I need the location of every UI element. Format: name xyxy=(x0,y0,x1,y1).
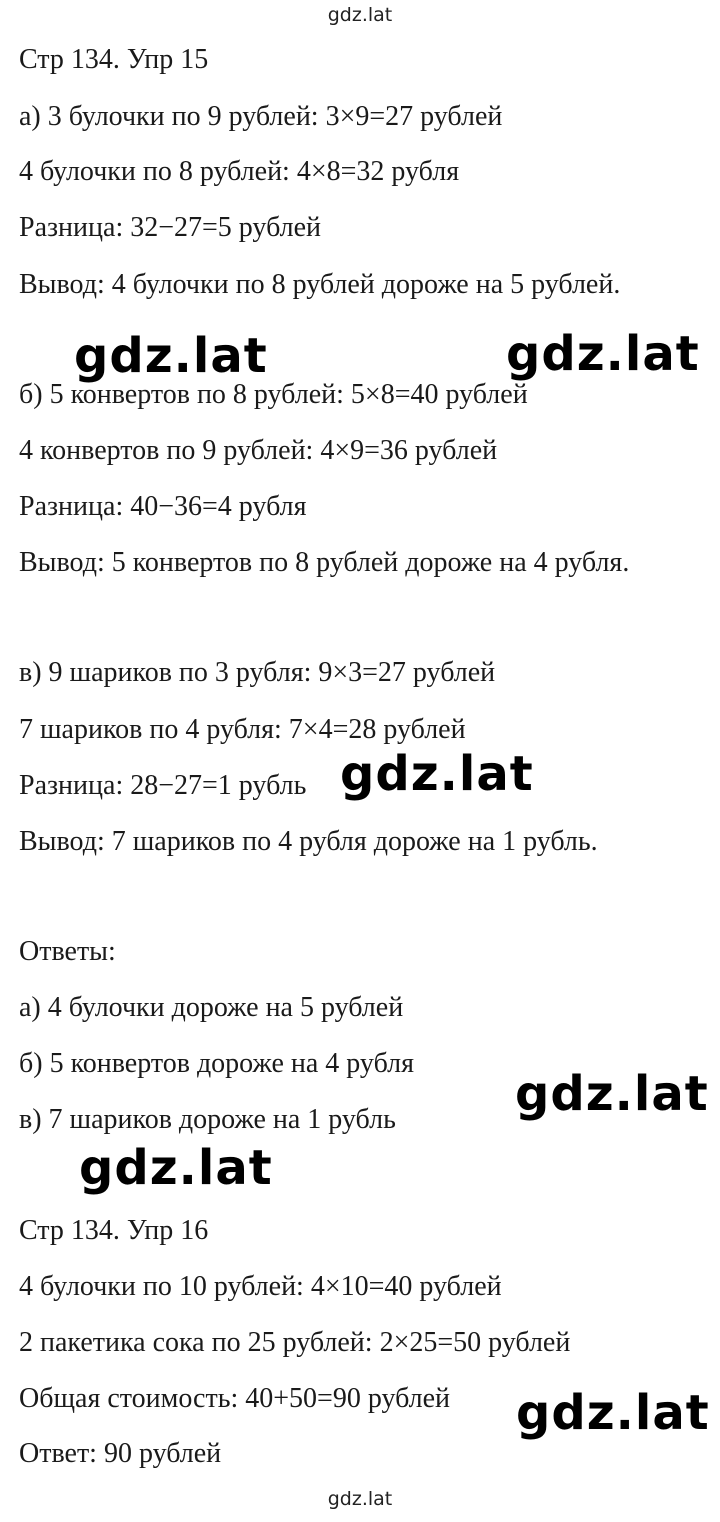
part-b-line-1: б) 5 конвертов по 8 рублей: 5×8=40 рублей xyxy=(19,379,528,410)
ex16-answer: Ответ: 90 рублей xyxy=(19,1438,222,1469)
part-a-line-1: а) 3 булочки по 9 рублей: 3×9=27 рублей xyxy=(19,101,503,132)
part-b-line-3: Разница: 40−36=4 рубля xyxy=(19,491,307,522)
part-v-line-2: 7 шариков по 4 рубля: 7×4=28 рублей xyxy=(19,714,466,745)
site-header-label: gdz.lat xyxy=(327,4,393,26)
answers-heading: Ответы: xyxy=(19,936,116,967)
exercise-16-heading: Стр 134. Упр 16 xyxy=(19,1215,209,1246)
part-a-line-3: Разница: 32−27=5 рублей xyxy=(19,212,321,243)
watermark-4: gdz.lat xyxy=(515,1066,709,1122)
part-v-line-1: в) 9 шариков по 3 рубля: 9×3=27 рублей xyxy=(19,657,496,688)
answer-b: б) 5 конвертов дороже на 4 рубля xyxy=(19,1048,414,1079)
watermark-3: gdz.lat xyxy=(340,746,534,802)
part-v-conclusion: Вывод: 7 шариков по 4 рубля дороже на 1 рубль. xyxy=(19,826,598,857)
site-footer-label: gdz.lat xyxy=(327,1488,393,1510)
part-b-line-2: 4 конвертов по 9 рублей: 4×9=36 рублей xyxy=(19,435,498,466)
watermark-2: gdz.lat xyxy=(506,326,700,382)
part-v-line-3: Разница: 28−27=1 рубль xyxy=(19,770,307,801)
exercise-15-heading: Стр 134. Упр 15 xyxy=(19,44,209,75)
watermark-1: gdz.lat xyxy=(74,328,268,384)
ex16-line-1: 4 булочки по 10 рублей: 4×10=40 рублей xyxy=(19,1271,502,1302)
part-a-conclusion: Вывод: 4 булочки по 8 рублей дороже на 5 рублей. xyxy=(19,269,621,300)
answer-v: в) 7 шариков дороже на 1 рубль xyxy=(19,1104,396,1135)
watermark-6: gdz.lat xyxy=(516,1385,710,1441)
ex16-line-3: Общая стоимость: 40+50=90 рублей xyxy=(19,1383,451,1414)
ex16-line-2: 2 пакетика сока по 25 рублей: 2×25=50 рублей xyxy=(19,1327,571,1358)
part-a-line-2: 4 булочки по 8 рублей: 4×8=32 рубля xyxy=(19,156,460,187)
watermark-5: gdz.lat xyxy=(79,1140,273,1196)
part-b-conclusion: Вывод: 5 конвертов по 8 рублей дороже на 4 рубля. xyxy=(19,547,630,578)
answer-a: а) 4 булочки дороже на 5 рублей xyxy=(19,992,404,1023)
